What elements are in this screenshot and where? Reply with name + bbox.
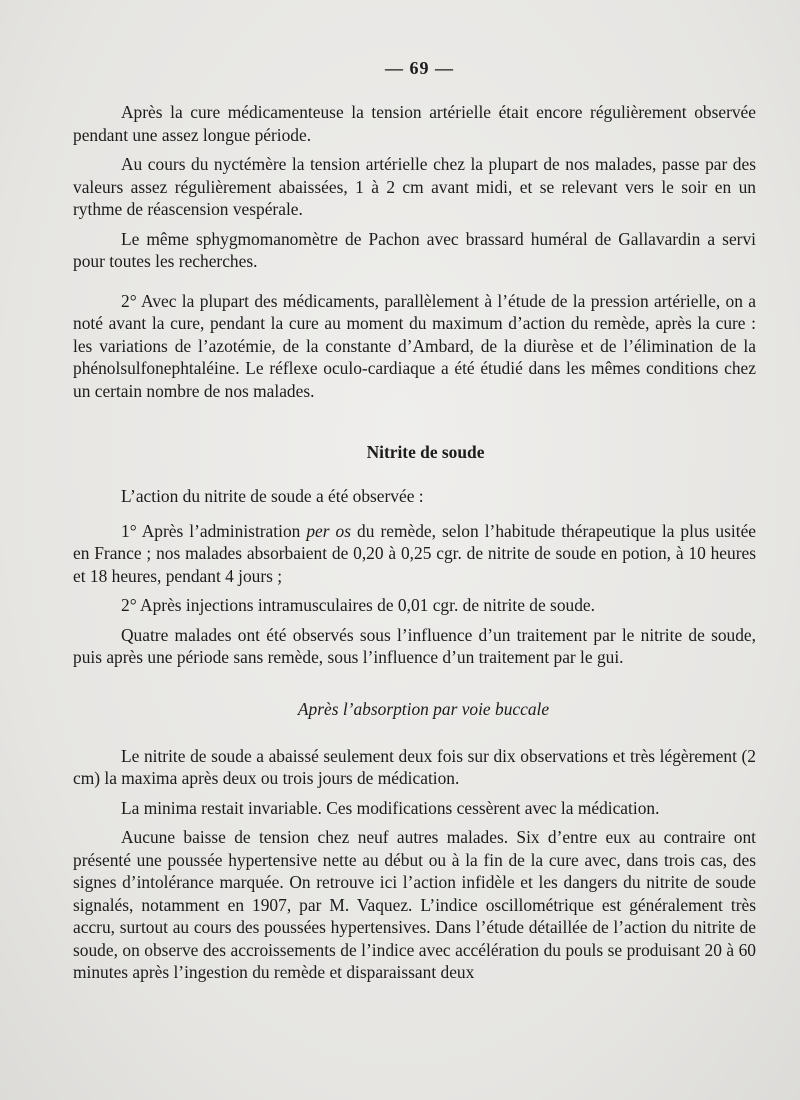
item-text: 1° Après l’administration (121, 520, 307, 541)
paragraph: 2° Avec la plupart des médicaments, parallèlement à l’étude de la pression artérielle, on a noté avant la cure, pendant la cure au moment du maximum d’action du remède, après la cure : les variations de l’azotémie, de la constante d’Ambard, de la diurèse et de l’élimination de la phénolsulfonephtaléine. Le réflexe oculo-cardiaque a été étudié dans les mêmes conditions chez un certain nombre de nos malades. (73, 290, 756, 401)
subsection-heading: Après l’absorption par voie buccale (297, 698, 550, 719)
item-text: du remède, selon l’habitude thérapeutique la plus usitée en France ; nos malades absorbaient de 0,20 à 0,25 cgr. de nitrite de soude en potion, à 10 heures et 18 heures, pendant 4 jours ; (73, 520, 757, 586)
list-item (73, 520, 756, 588)
item-italic: per os (306, 520, 352, 541)
paragraph: L’action du nitrite de soude a été observée : (121, 486, 424, 506)
paragraph: Le même sphygmomanomètre de Pachon avec brassard huméral de Gallavardin a servi pour toutes les recherches. (73, 228, 756, 271)
page-number: — 69 — (385, 58, 454, 78)
paragraph: Le nitrite de soude a abaissé seulement deux fois sur dix observations et très légèrement (2 cm) la maxima après deux ou trois jours de médication. (73, 745, 756, 788)
paragraph: Aucune baisse de tension chez neuf autres malades. Six d’entre eux au contraire ont présenté une poussée hypertensive nette au début ou à la fin de la cure avec, dans trois cas, des signes d’intolérance marquée. On retrouve ici l’action infidèle et les dangers du nitrite de soude signalés, notamment en 1907, par M. Vaquez. L’indice oscillométrique est généralement très accru, surtout au cours des poussées hypertensives. Dans l’étude détaillée de l’action du nitrite de soude, on observe des accroissements de l’indice avec accélération du pouls se produisant 20 à 60 minutes après l’ingestion du remède et disparaissant deux (73, 827, 756, 982)
paragraph: La minima restait invariable. Ces modifications cessèrent avec la médication. (121, 797, 660, 818)
paragraph: Au cours du nyctémère la tension artérielle chez la plupart de nos malades, passe par des valeurs assez régulièrement abaissées, 1 à 2 cm avant midi, et se relevant vers le soir en un rythme de réascension vespérale. (73, 154, 756, 219)
list-item: 2° Après injections intramusculaires de 0,01 cgr. de nitrite de soude. (121, 595, 595, 615)
paragraph: Après la cure médicamenteuse la tension artérielle était encore régulièrement observée pendant une assez longue période. (73, 102, 756, 145)
paragraph: Quatre malades ont été observés sous l’influence d’un traitement par le nitrite de soude, puis après une période sans remède, sous l’influence d’un traitement par le gui. (73, 624, 756, 667)
section-heading: Nitrite de soude (366, 442, 485, 462)
